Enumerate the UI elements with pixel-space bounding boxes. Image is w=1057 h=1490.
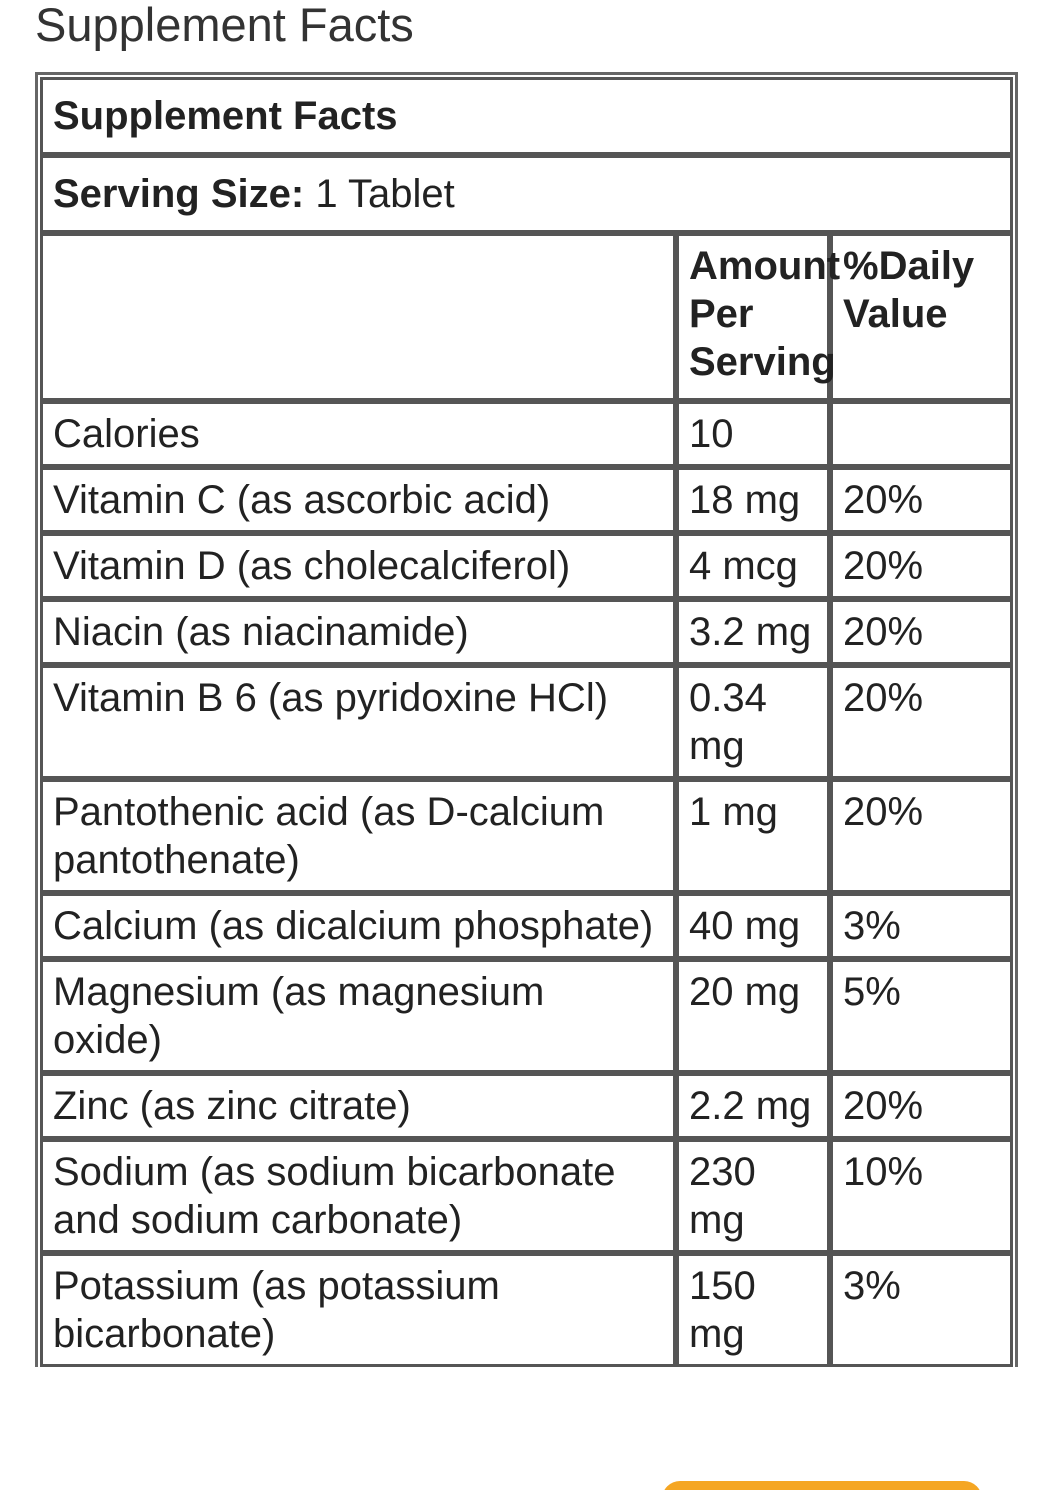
table-row [40,401,1013,467]
daily-value: 20% [830,467,1013,533]
serving-size-label: Serving Size: [53,172,305,216]
nutrient-name: Vitamin B 6 (as pyridoxine HCl) [40,665,676,779]
nutrient-name: Potassium (as potassium bicarbonate) [40,1253,676,1367]
nutrient-name: Vitamin C (as ascorbic acid) [40,467,676,533]
daily-value: 3% [830,1253,1013,1367]
table-row [40,599,1013,665]
amount-per-serving: 2.2 mg [676,1073,830,1139]
column-header-row [40,233,1013,401]
table-row [40,467,1013,533]
daily-value: 20% [830,665,1013,779]
table-row [40,1073,1013,1139]
nutrient-name: Sodium (as sodium bicarbonate and sodium carbonate) [40,1139,676,1253]
daily-value [830,401,1013,467]
daily-value: 20% [830,779,1013,893]
table-row [40,893,1013,959]
nutrient-name: Magnesium (as magnesium oxide) [40,959,676,1073]
table-row [40,1253,1013,1367]
supplement-facts-table [40,77,1013,1367]
amount-per-serving: 10 [676,401,830,467]
amount-per-serving: 1 mg [676,779,830,893]
panel-title: Supplement Facts [40,77,1013,155]
daily-value: 5% [830,959,1013,1073]
amount-per-serving: 40 mg [676,893,830,959]
nutrient-name: Calories [40,401,676,467]
amount-per-serving: 3.2 mg [676,599,830,665]
daily-value: 20% [830,533,1013,599]
supplement-facts-panel [35,72,1018,1367]
column-header-daily-value: %Daily Value [830,233,1013,401]
panel-title-row [40,77,1013,155]
daily-value: 3% [830,893,1013,959]
daily-value: 20% [830,1073,1013,1139]
amount-per-serving: 20 mg [676,959,830,1073]
floating-action-tab[interactable] [662,1481,982,1490]
amount-per-serving: 4 mcg [676,533,830,599]
table-row [40,665,1013,779]
table-row [40,959,1013,1073]
table-row [40,779,1013,893]
serving-size [40,155,1013,233]
serving-size-value: 1 Tablet [304,172,455,216]
serving-size-row [40,155,1013,233]
nutrient-name: Calcium (as dicalcium phosphate) [40,893,676,959]
nutrient-name: Pantothenic acid (as D-calcium pantothenate) [40,779,676,893]
amount-per-serving: 150 mg [676,1253,830,1367]
column-header-name [40,233,676,401]
daily-value: 10% [830,1139,1013,1253]
nutrient-name: Zinc (as zinc citrate) [40,1073,676,1139]
amount-per-serving: 230 mg [676,1139,830,1253]
amount-per-serving: 18 mg [676,467,830,533]
nutrient-name: Niacin (as niacinamide) [40,599,676,665]
page-heading: Supplement Facts [35,0,414,51]
amount-per-serving: 0.34 mg [676,665,830,779]
daily-value: 20% [830,599,1013,665]
table-row [40,533,1013,599]
column-header-amount: Amount Per Serving [676,233,830,401]
nutrient-name: Vitamin D (as cholecalciferol) [40,533,676,599]
table-row [40,1139,1013,1253]
